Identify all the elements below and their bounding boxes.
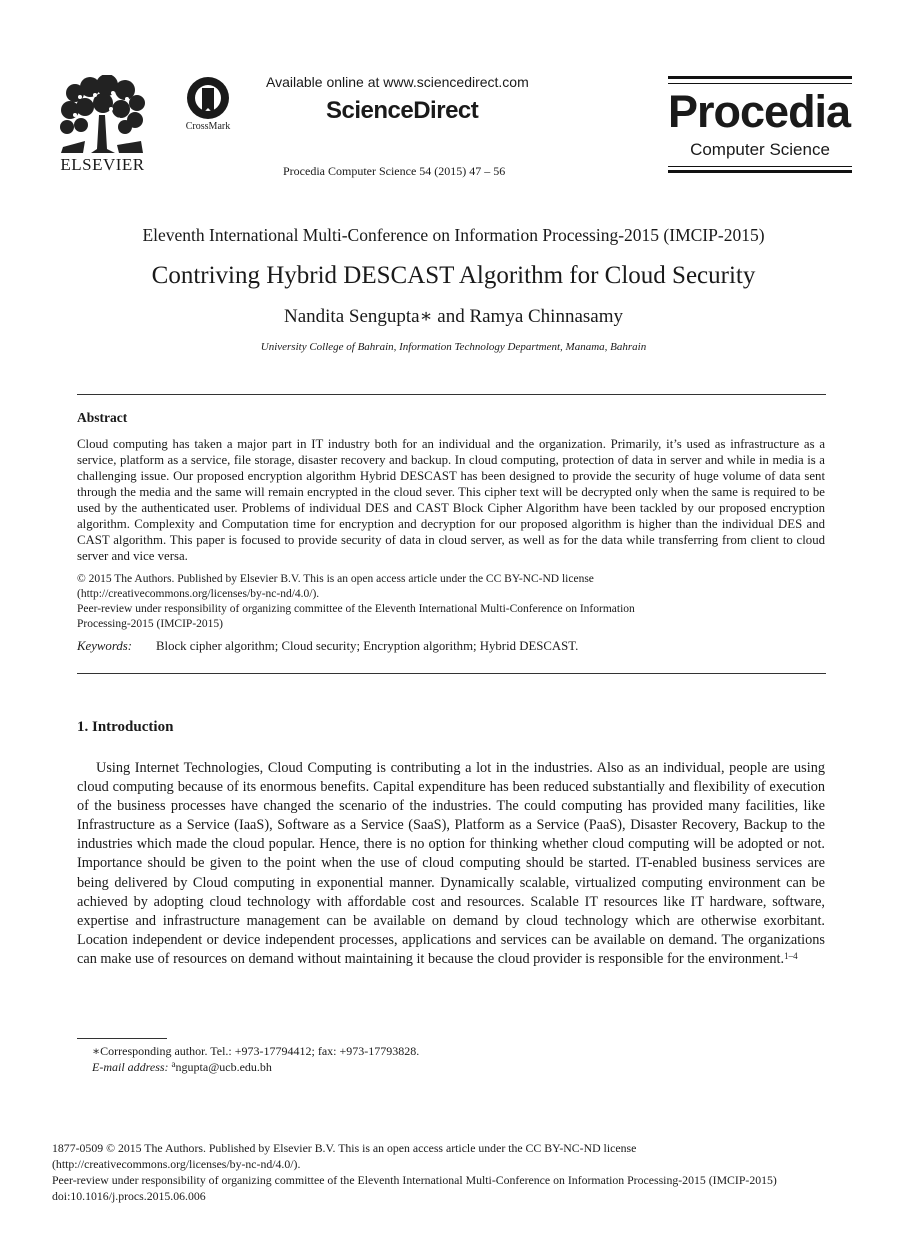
- keywords: [77, 639, 825, 654]
- procedia-title: Procedia: [668, 86, 851, 137]
- footnote-divider: [77, 1038, 167, 1039]
- elsevier-wordmark: ELSEVIER: [60, 155, 145, 174]
- divider-bottom: [77, 673, 826, 674]
- divider-top: [77, 394, 826, 395]
- footer-license: 1877-0509 © 2015 The Authors. Published by Elsevier B.V. This is an open access article under the CC BY-NC-ND license: [52, 1141, 637, 1155]
- journal-citation: Procedia Computer Science 54 (2015) 47 – 56: [283, 164, 506, 178]
- abstract-heading: Abstract: [77, 410, 128, 425]
- footnotes: [92, 1043, 419, 1075]
- procedia-rule-top-thin: [668, 83, 852, 84]
- conference-name: Eleventh International Multi-Conference on Information Processing-2015 (IMCIP-2015): [142, 225, 765, 245]
- procedia-rule-bottom: [668, 170, 852, 173]
- copyright-line: © 2015 The Authors. Published by Elsevier B.V. This is an open access article under the CC BY-NC-ND license: [77, 573, 594, 585]
- email-address[interactable]: ngupta@ucb.edu.bh: [175, 1060, 272, 1074]
- corresponding-author-note: ∗Corresponding author. Tel.: +973-17794412; fax: +973-17793828.: [92, 1044, 420, 1058]
- email-marker: a: [171, 1059, 176, 1069]
- available-online-text: Available online at www.sciencedirect.com: [266, 74, 529, 90]
- introduction-body: [77, 759, 825, 969]
- sciencedirect-wordmark: ScienceDirect: [326, 97, 479, 124]
- keywords-list: Block cipher algorithm; Cloud security; Encryption algorithm; Hybrid DESCAST.: [156, 639, 579, 653]
- introduction-paragraph: Using Internet Technologies, Cloud Computing is contributing a lot in the industries. Also as an individual, people are using cloud computing because of its enormous benefits. Capital expenditure has been reduced substantially and flexibility of execution of the business processes have changed the scenario of the industries. The could computing has provided many facilities, like Infrastructure as a Service (IaaS), Software as a Service (SaaS), Platform as a Service (PaaS), Disaster Recovery, Backup to the industries which made the cloud popular. Hence, there is no option for thinking whether cloud computing will be adopted or not. Importance should be given to the point when the use of cloud computing should be started. IT-enabled business services are being delivered by Cloud computing in exponential manner. Dynamically scalable, virtualized computing environment can be achieved by adopting cloud technology with affordable cost and resources. Scalable IT resources like IT hardware, software, expertise and infrastructure management can be available on demand by cloud technology which are otherwise exorbitant. Location independent or device independent processes, applications and services can be available on demand. The organizations can make use of resources on demand without maintaining it because the cloud provider is responsible for the environment.: [77, 760, 825, 967]
- author-affiliation: University College of Bahrain, Information Technology Department, Manama, Bahrain: [260, 341, 647, 353]
- license-link[interactable]: (http://creativecommons.org/licenses/by-nc-nd/4.0/).: [77, 588, 320, 600]
- abstract-body: Cloud computing has taken a major part in IT industry both for an individual and the organization. Primarily, it’s used as infrastructure as a service, platform as a service, file storage, disaster recovery and backup. In cloud computing, protection of data in server and while in media is a challenging issue. Our proposed encryption algorithm Hybrid DESCAST has been designed to provide the security of huge volume of data sent through the media and the same will remain encrypted in the cloud sever. This cipher text will be decrypted only when the same is required to be used by the authenticated user. Problems of individual DES and CAST Block Cipher Algorithm have been tackled by our proposed encryption algorithm. Complexity and Computation time for encryption and decryption for our proposed algorithm is higher than the individual DES and CAST algorithm. This paper is focused to provide security of data in cloud server, as well as for the data while transferring from client to cloud server and vice versa.: [77, 437, 825, 563]
- crossmark-icon: [178, 76, 238, 122]
- footer-doi[interactable]: doi:10.1016/j.procs.2015.06.006: [52, 1189, 206, 1203]
- peer-review-line-2: Processing-2015 (IMCIP-2015): [77, 618, 223, 630]
- procedia-subtitle: Computer Science: [690, 140, 830, 159]
- procedia-rule-top: [668, 76, 852, 79]
- crossmark-label: CrossMark: [185, 121, 231, 132]
- peer-review-line: Peer-review under responsibility of organizing committee of the Eleventh International Multi-Conference on Information: [77, 603, 635, 615]
- procedia-rule-bottom-thin: [668, 166, 852, 167]
- elsevier-logo: [55, 75, 150, 175]
- crossmark-logo[interactable]: [178, 76, 238, 134]
- paper-title: Contriving Hybrid DESCAST Algorithm for Cloud Security: [151, 262, 756, 289]
- keywords-label: Keywords:: [77, 639, 132, 653]
- section-heading-introduction: 1. Introduction: [77, 719, 174, 735]
- footer-license-link[interactable]: (http://creativecommons.org/licenses/by-nc-nd/4.0/).: [52, 1157, 301, 1171]
- footer-peer-review: Peer-review under responsibility of organizing committee of the Eleventh International Multi-Conference on Information Processing-2015 (IMCIP-2015): [52, 1173, 777, 1187]
- license-statement: [77, 572, 825, 632]
- email-note: [92, 1059, 419, 1075]
- paper-authors: Nandita Sengupta∗ and Ramya Chinnasamy: [283, 306, 623, 327]
- citation-reference[interactable]: 1–4: [784, 950, 798, 961]
- email-label: E-mail address:: [92, 1060, 169, 1074]
- page-footer: [52, 1140, 862, 1204]
- procedia-logo: [668, 74, 852, 176]
